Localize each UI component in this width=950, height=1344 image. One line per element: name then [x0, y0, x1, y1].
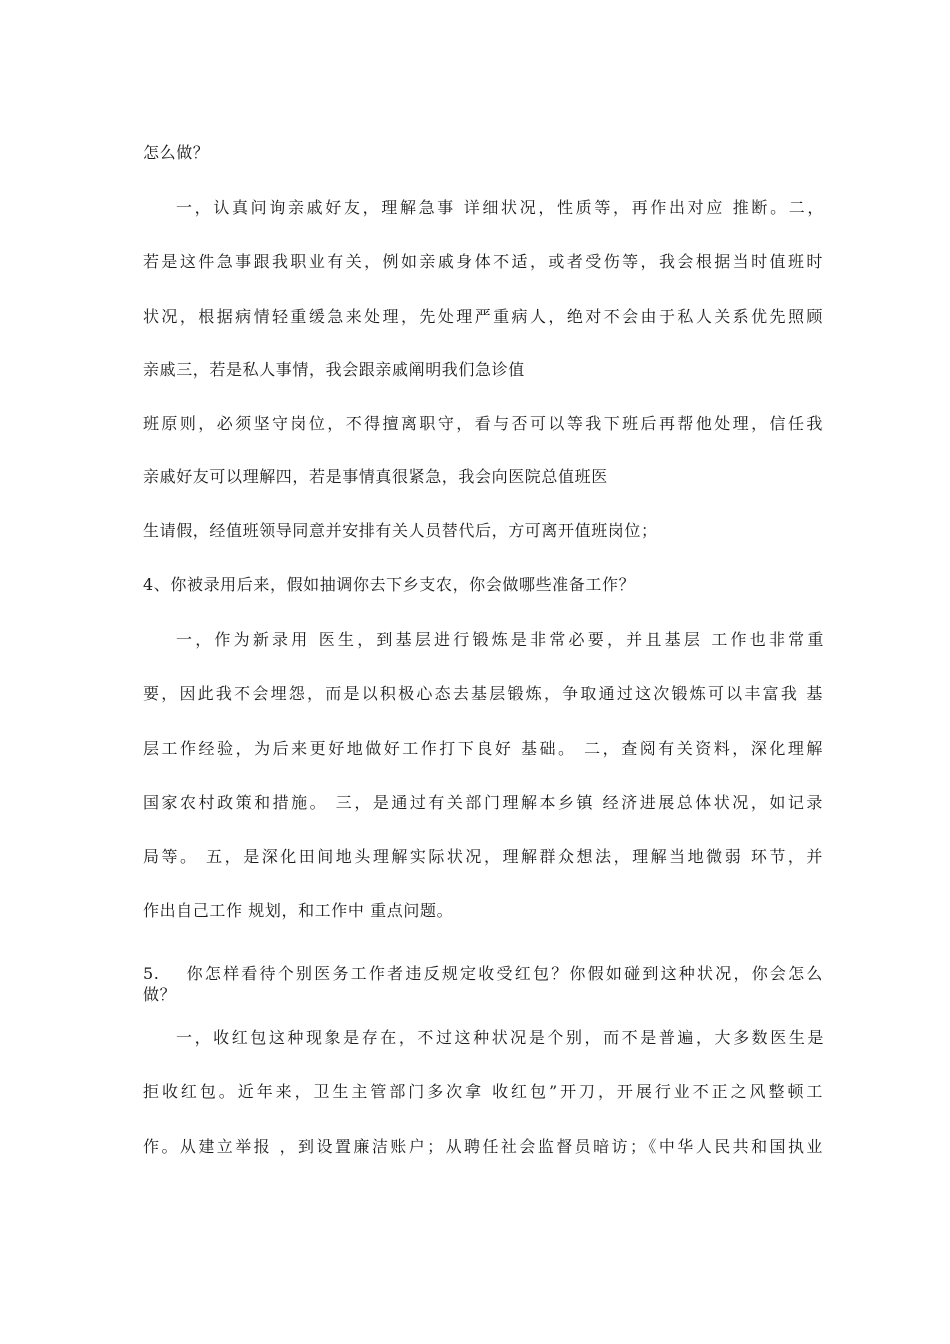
text-line: 亲戚三，若是私人事情，我会跟亲戚阐明我们急诊值	[143, 360, 525, 379]
text-line: 国家农村政策和措施。 三，是通过有关部门理解本乡镇 经济进展总体状况，如记录	[143, 793, 823, 812]
text-line: 拒收红包。近年来，卫生主管部门多次拿 收红包”开刀，开展行业不正之风整顿工	[143, 1082, 823, 1101]
text-line: 局等。 五，是深化田间地头理解实际状况，理解群众想法，理解当地微弱 环节，并	[143, 847, 823, 866]
question-heading: 5. 你怎样看待个别医务工作者违反规定收受红包？你假如碰到这种状况，你会怎么	[143, 964, 823, 983]
text-line: 一，认真问询亲戚好友，理解急事 详细状况，性质等，再作出对应 推断。二，	[176, 198, 824, 217]
text-line: 亲戚好友可以理解四，若是事情真很紧急，我会向医院总值班医	[143, 467, 608, 486]
text-line: 作。从建立举报 ，到设置廉洁账户；从聘任社会监督员暗访；《中华人民共和国执业	[143, 1137, 823, 1156]
text-line: 怎么做？	[143, 143, 210, 162]
text-line: 一，收红包这种现象是存在，不过这种状况是个别，而不是普遍，大多数医生是	[176, 1028, 824, 1047]
question-heading: 4、你被录用后来，假如抽调你去下乡支农，你会做哪些准备工作？	[143, 575, 636, 594]
text-line: 班原则，必须坚守岗位，不得擅离职守，看与否可以等我下班后再帮他处理，信任我	[143, 414, 823, 433]
text-line: 一，作为新录用 医生，到基层进行锻炼是非常必要，并且基层 工作也非常重	[176, 630, 824, 649]
question-heading: 做？	[143, 985, 177, 1004]
text-line: 生请假，经值班领导同意并安排有关人员替代后，方可离开值班岗位；	[143, 521, 658, 540]
text-line: 层工作经验，为后来更好地做好工作打下良好 基础。 二，查阅有关资料，深化理解	[143, 739, 823, 758]
text-line: 要，因此我不会埋怨，而是以积极心态去基层锻炼，争取通过这次锻炼可以丰富我 基	[143, 684, 823, 703]
text-line: 作出自己工作 规划，和工作中 重点问题。	[143, 901, 454, 920]
text-line: 若是这件急事跟我职业有关，例如亲戚身体不适，或者受伤等，我会根据当时值班时	[143, 252, 823, 271]
text-line: 状况，根据病情轻重缓急来处理，先处理严重病人，绝对不会由于私人关系优先照顾	[143, 307, 823, 326]
